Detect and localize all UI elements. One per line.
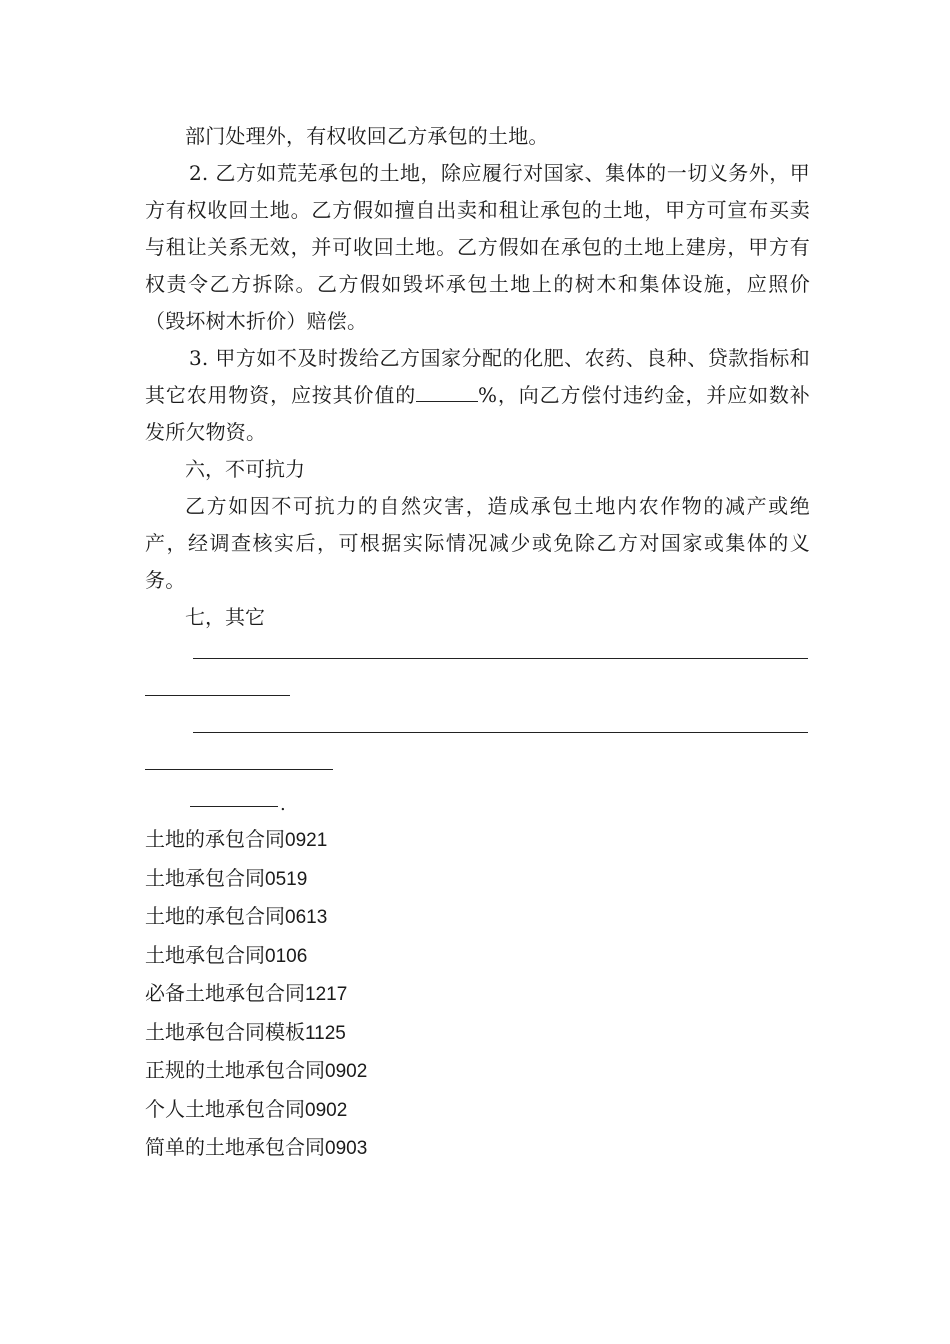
clause-2-paragraph: 2. 乙方如荒芜承包的土地，除应履行对国家、集体的一切义务外，甲方有权收回土地。乙方假如擅自出卖和租让承包的土地，甲方可宣布买卖与租让关系无效，并可收回土地。乙方假如在承包的土地上建房，甲方有权责令乙方拆除。乙方假如毁坏承包土地上的树木和集体设施，应照价（毁坏树木折价）赔偿。 [145, 161, 810, 333]
related-document-link[interactable] [145, 937, 810, 976]
related-document-title: 必备土地承包合同 [145, 981, 305, 1005]
related-document-code: 0519 [265, 868, 308, 890]
clause-3-text-after: %，向乙方偿付违约金，并应如数补发所欠物资。 [145, 383, 810, 444]
related-document-title: 土地的承包合同 [145, 827, 285, 851]
section-6-heading: 六，不可抗力 [185, 457, 305, 481]
related-document-code: 1125 [305, 1022, 346, 1044]
clause-3-paragraph [145, 340, 810, 451]
document-page [145, 118, 810, 1168]
related-document-link[interactable] [145, 1052, 810, 1091]
related-document-title: 简单的土地承包合同 [145, 1135, 325, 1159]
blank-fill-line-3 [145, 784, 810, 821]
blank-fill-line-1b [145, 673, 810, 710]
related-document-code: 0106 [265, 945, 308, 967]
related-document-code: 1217 [305, 984, 348, 1005]
related-document-code: 0921 [285, 830, 328, 851]
related-document-link[interactable] [145, 898, 810, 937]
related-document-link[interactable] [145, 1014, 810, 1053]
related-document-link[interactable] [145, 860, 810, 899]
blank-fill-line-1a [145, 636, 810, 673]
related-document-link[interactable] [145, 821, 810, 860]
related-document-title: 个人土地承包合同 [145, 1096, 305, 1121]
blank-fill-line-2b [145, 747, 810, 784]
related-document-code: 0902 [325, 1061, 368, 1082]
related-document-link[interactable] [145, 1129, 810, 1168]
related-document-title: 正规的土地承包合同 [145, 1058, 325, 1082]
blank-rule [193, 658, 808, 659]
blank-rule [193, 732, 808, 733]
closing-dot: . [280, 794, 286, 815]
related-document-link[interactable] [145, 975, 810, 1014]
related-document-code: 0902 [305, 1099, 348, 1121]
related-document-link[interactable] [145, 1091, 810, 1130]
percentage-blank [416, 383, 478, 402]
related-document-title: 土地承包合同模板 [145, 1019, 305, 1044]
blank-rule [145, 769, 333, 770]
section-7-heading: 七，其它 [185, 605, 265, 629]
related-document-title: 土地承包合同 [145, 865, 265, 890]
related-documents-list [145, 821, 810, 1168]
section-6-paragraph: 乙方如因不可抗力的自然灾害，造成承包土地内农作物的减产或绝产，经调查核实后，可根据实际情况减少或免除乙方对国家或集体的义务。 [145, 494, 810, 592]
related-document-code: 0903 [325, 1138, 368, 1159]
related-document-code: 0613 [285, 907, 328, 928]
related-document-title: 土地承包合同 [145, 942, 265, 967]
blank-rule [145, 695, 290, 696]
clause-3-text-before: 3. 甲方如不及时拨给乙方国家分配的化肥、农药、良种、贷款指标和其它农用物资，应按其价值的 [145, 346, 810, 407]
related-document-title: 土地的承包合同 [145, 904, 285, 928]
blank-rule [190, 806, 278, 807]
continuation-paragraph: 部门处理外，有权收回乙方承包的土地。 [185, 124, 549, 148]
blank-fill-line-2a [145, 710, 810, 747]
